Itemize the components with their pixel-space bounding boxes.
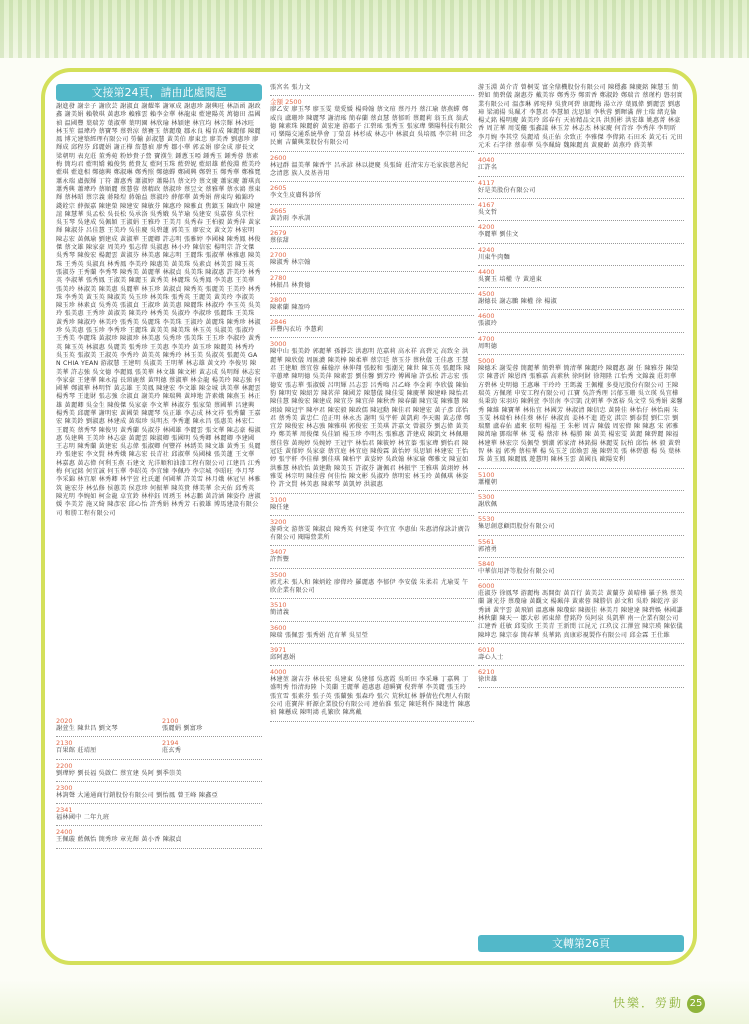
section-divider	[478, 243, 684, 244]
donor-names: 張宮名 張力文	[270, 84, 311, 91]
donor-names: 陳素蘭 陳盈吟	[270, 303, 311, 311]
amount-code: 4040	[478, 156, 495, 165]
section-divider	[270, 151, 474, 152]
amount-section	[270, 518, 474, 547]
amount-code: 5300	[478, 492, 495, 501]
amount-code: 5561	[478, 537, 495, 546]
donor-names: 蕭權朝	[478, 478, 498, 486]
amount-section	[270, 624, 474, 644]
section-divider	[56, 736, 262, 737]
amount-section	[270, 84, 474, 96]
amount-code: 6000	[478, 582, 495, 591]
donor-names: 許哲豐	[270, 556, 290, 564]
amount-section	[478, 223, 684, 243]
section-divider	[478, 153, 684, 154]
amount-code: 2700	[270, 251, 287, 260]
amount-code: 4400	[478, 267, 495, 276]
donor-names: 百果館 莊靖厘	[56, 747, 97, 755]
amount-section	[270, 251, 474, 271]
donor-names: 周明德	[478, 342, 498, 350]
amount-section	[478, 471, 684, 491]
amount-section	[270, 207, 474, 227]
middle-column	[270, 84, 474, 954]
section-divider	[478, 287, 684, 288]
amount-code: 4167	[478, 200, 495, 209]
section-divider	[270, 665, 474, 666]
donor-names: 祥豐內衣坊 李慧莉	[270, 326, 324, 334]
amount-section	[478, 357, 684, 469]
section-divider	[270, 248, 474, 249]
section-divider	[478, 557, 684, 558]
amount-code: 5000	[478, 357, 495, 366]
amount-code: 2200	[56, 761, 73, 770]
section-divider	[270, 226, 474, 227]
amount-section	[56, 717, 262, 737]
section-divider	[478, 665, 684, 666]
right-column	[478, 84, 684, 954]
donor-names: 邱阿惠娟	[270, 653, 296, 661]
amount-code: 金額 2500	[270, 98, 302, 107]
donor-names: 謝德長 謝志鵬 陳權 徐 楊淑	[478, 298, 557, 306]
section-divider	[270, 598, 474, 599]
amount-code: 2341	[56, 806, 73, 815]
amount-code: 6210	[478, 668, 495, 677]
donor-names: 郭尤未 張人和 陳炳銓 廖偉玲 羅麗惠 李郁伊 李安儀 朱柔若 尤瑜雯 午欣企業有限公司	[270, 578, 469, 594]
amount-code: 2679	[270, 228, 287, 237]
section-divider	[56, 825, 262, 826]
amount-section	[478, 538, 684, 558]
section-divider	[478, 354, 684, 355]
continue-from-header: 文接第24頁，請由此處閱起	[56, 84, 262, 101]
donor-names: 陳瑞 張佩雲 張秀娟 范育華 吳星瑩	[270, 631, 369, 639]
donor-names: 吳寶玉 培權 寺 黃遠東	[478, 275, 542, 283]
section-divider	[478, 687, 684, 688]
donor-names: 張淑玲	[478, 320, 498, 328]
section-divider	[270, 545, 474, 546]
donor-names: 林詢聲 大通通商行銷股份有限公司 劉怡鳳 曾王峰 陳鑫亞	[56, 791, 218, 799]
section-divider	[270, 293, 474, 294]
section-divider	[270, 95, 474, 96]
donor-names: 壽心人士	[478, 653, 504, 661]
section-divider	[56, 759, 262, 760]
section-divider	[56, 803, 262, 804]
amount-section	[56, 762, 262, 782]
section-divider	[478, 512, 684, 513]
donor-names: 陳任建	[270, 503, 290, 511]
section-divider	[270, 337, 474, 338]
donor-names: 廖乙安 廖玉琴 廖玉雯 葉愛媛 楊舜翰 蔡文瑄 蔡丹丹 蔡江瑜 蔡燕蟬 鄭威良 盧珊珍 陳麗琴 謝清瑤 簡春蘭 蔡貞慧 蔡郁昕 蔡麗莉 翁玉真 翁武德 陳素珠 陳麗蔚 黃宏達 游郡子 江碧瑤 張秀玉 張家瑋 樂陽科技有限公司 樂陽交通系統學會 丁榮喜 林杉威 林志中 林淑貞 吳培鳳 李宗莉 田念民廁 吉蘭興業股份有限公司	[270, 106, 473, 147]
donor-names: 莊淑芬 徐鳳琴 游麗梅 馮開街 黃百行 黃美芸 黃蘭芬 黃晴樺 羅子熟 蔡美蘭 謝光芬 蔡瓊瑜 黃觀文 楊珮萍 黃素蓉 陳勝信 彭文和 吳聆 陳乾淳 彭秀涵 黃宇雲 黃飛穎 溫惠琳 陳瓊綜 陳振佳 林美月 陳建達 陳碧娛 林國謙 林秋蘭 陳天一 鄒大彰 郭東煒 曹銘羚 吳阿泉 吳凱華 南一企業有限公司 江建香 莊敏 邱雯欣 王美青 王新閔 江昆元 江玖汶 江澤萱 陳宗瑛 陳依儀 陳坤忠 陳宗泰 簡春華 吳華銘 真康彩視製作有限公司 邱金霖 王仕維	[478, 590, 685, 639]
donor-names: 黃詩雨 李承訓	[270, 214, 311, 222]
amount-code: 4200	[478, 223, 495, 232]
amount-code: 2605	[270, 184, 287, 193]
amount-section	[270, 571, 474, 600]
section-divider	[478, 176, 684, 177]
amount-section	[56, 806, 262, 826]
amount-section	[270, 154, 474, 183]
amount-code: 5840	[478, 559, 495, 568]
donor-names: 林振昌 林貴德	[270, 281, 311, 289]
donor-names: 陳淑秀 林宗翰	[270, 259, 311, 267]
amount-section	[478, 668, 684, 688]
amount-section	[478, 156, 684, 176]
section-divider	[478, 309, 684, 310]
top-decoration	[0, 0, 749, 58]
donor-names: 好是美股份有限公司	[478, 186, 536, 194]
amount-section	[270, 601, 474, 621]
amount-section	[270, 318, 474, 338]
amount-code: 2400	[56, 828, 73, 837]
donor-names: 陳德禾 謝雯蓉 簡麗華 簡碧華 簡清華 陳麗玲 陳麗惠 謝 任 陳雅芬 陳榮宗 陳書沂 陳恩酉 張雅嘉 高素秋 徐阿財 徐翔陞 江怡秀 文錦義 莊玥華 方碧林 史明德 王惠琳 干玲玲 王瑪義 王佩權 多曼尼股份有限公司 王陳瑞英 方佩瑾 申安工程有限公司 江寶 吳許秀理 呂郁玉珊 吳立瑛 吳宜樺 吳秉勁 宋羽坊 陳俐萱 李崇南 李宗凱 沈朝華 李富裕 吳文堂 吳秀娟 萊馨秀 陳維 陳寶華 林佑宜 林國芳 林淑清 陳信忠 黃陸佳 林怡仔 林怡兩 朱玉雯 林瑞柏 林佳葵 林仔 林淑真 姜林不進 遊克 淇宗 劉泰賢 劉仁宗 劉瑞塵 盧春佑 盧來 依明 楊福 王 朱彬 周吉 陳儀 周宏偉 陳 陳惠 宋 郭雅 陳萬瑜 鄧瑞華 林 雯 楊 蔡沛 林 楊勝 陳 黃美 楊宏雯 黃麗 陳碧麗 陳福 林建華 林宏宗 吳佩瑩 劉潮 郭家清 林銘揚 林麗雯 阮柏 邱怡 林 毅 黃碧智 林 福 郭秀 蔡桂華 楊 吳玉芝 邱煥雲 施 陳碧美 張 林碧蕙 楊 吳 葉林珠 黃玉鳳 陳麗鳳 遊慧明 陳林玉雲 黃國良 歐陽安利	[478, 365, 683, 464]
amount-code: 3600	[270, 623, 287, 632]
section-divider	[56, 781, 262, 782]
amount-section	[270, 668, 474, 721]
amount-section	[478, 201, 684, 221]
donor-names: 中華信用評等股份有限公司	[478, 567, 555, 575]
footer-label: 快樂．勞動	[612, 996, 683, 1010]
donor-names: 吳文哲	[478, 208, 498, 216]
amount-code: 6010	[478, 645, 495, 654]
amount-code: 2130	[56, 739, 73, 748]
donor-names: 張麗娟 劉富珍	[162, 725, 203, 732]
amount-code: 2300	[56, 783, 73, 792]
donor-list-left: 謝進發 謝幸子 謝欣芸 謝淑貞 謝耀峯 謝軍成 謝惠珍 謝興旺 林語函 謝政鑫 謝美娟 賴敬琪 黃惠珍 賴雅雲 賴李金華 林龍東 藍建陽英 萬德田 温國禎 温國豐 葉瑞芳 葉淑華 葉明園 林欣瑜 林穎建 林宜均 林宗輝 林冰旺 林玉笙 溫瑋玲 蔡寶琴 蔡碧涼 蔡賽玉 蔡麗瓊 鄒永良 楊育成 陳麗郁 陳麗鳳 博元建築經理有限公司 勞輸 彭淑慧 黃美伯 廖東忠 廖美香 劉惠珍 廖輝成 邱程芬 邱麗娟 謝正樺 詹慧禎 廖秀 鄒小華 郭孟娟 廖金成 廖長文 梁朝明 表克莊 董秀菀 粉妙貴子營 寶漢生 鍾蔥玉啞 鍾秀玉 鍾秀蓉 蔡素梅 簡均君 藍明嬌 賴俊隽 藍貴友 藍阿玉珠 藍碧妮 藍紹雄 藍俊淵 藍美玲 藍琪 藍進相 鄭德興 鄭淑琳 鄭秀照 鄭德蟬 鄭國興 鄭碧玉 鄭秀華 鄭稚寬 蕭永瑞 盧振輝 丁符 蕭惠秀 蕭淑婷 蕭陽昌 蔡文玲 蔡文慶 蕭家慶 蕭琪真 蕭秀興 蕭瑋玲 蔡順麗 蔡慧蓉 蔡精政 蔡淑珍 蔡昱文 蔡雅華 蔡水鴻 蔡東輝 蔡林昭 蔡宗義 蔣隆煌 蔣翰益 蔡淑玲 薛郁華 黃秀娟 薛東均 賴錦玲 錢銓宗 薛振嘉 陳建榮 陳建安 陳敏芬 陳惠玲 陳雅貞 焦鎮玉 陳政中 陳建誼 陳慧華 吳孟松 吳長松 吳承洛 吳秀娥 吳芊瑜 吳建安 吳嘉蓉 吳宗柱 吳玉琴 吳建成 吳佩穎 王淑娟 王雅玲 王美月 吳秀春 王柏毅 黃秀萍 黃家輝 陳淑芬 呂佳慧 王美玲 吳佳慶 吳碧蓮 郭美玉 廖宏文 黃文芳 林宏明 陳志宏 黃佩瑜 劉建成 黃淑華 王麗卿 許志明 張雅婷 李國棟 陳秀鳳 林俊傑 蔡文雄 陳家豪 周美玲 張志偉 吳淑惠 林小玲 陳信宏 楊明宗 許文傑 吳秀琴 陳俊宏 楊麗雲 黃淑芬 林美惠 陳志明 王麗珠 張淑華 林雅惠 陳美珠 王秀英 吳淑真 林秀鳳 李美玲 陳惠美 黃美珠 吳素貞 林美雲 陳玉英 張淑芬 王秀蘭 李秀琴 陳秀美 黃麗華 林淑貞 吳美珠 陳淑惠 許美玲 林秀英 李淑華 張秀鳳 王淑美 陳麗玉 黃秀美 林麗珠 吳秀鳳 李美惠 王美華 張美玲 林淑美 陳美惠 吳麗華 林玉珍 黃淑貞 陳秀英 張麗美 王美玲 林秀珠 李秀美 黃玉英 陳淑美 吳玉珍 林美珠 張秀英 王麗美 黃美玲 李淑美 陳玉珍 林素貞 吳秀英 張淑貞 王淑珍 黃美惠 陳麗珠 林淑玲 李玉英 吳美玲 張美惠 王秀珍 黃淑美 陳美玲 林秀美 吳淑玲 李淑珍 張麗珠 王美珠 黃秀珍 陳淑玲 林美玲 張秀美 吳麗珠 李美珠 王淑玲 黃麗珠 陳秀珍 林淑珍 吳美惠 張玉珍 李秀珍 王麗珠 黃美美 陳美珠 林玉英 吳淑美 張淑玲 王秀美 李麗珠 黃淑珍 陳淑珍 林美惠 吳秀珍 張美珠 王玉珍 李淑玲 黃秀英 陳玉英 林淑惠 吳麗美 張秀珍 王美惠 李美玲 黃玉珍 陳麗美 林秀玲 吳玉英 張淑美 王淑英 李秀玲 黃美英 陳秀玲 林玉美 吳淑英 張麗英 GAN CHIA YEAN 游淑慧 王建明 吳淑美 王明華 林志雄 黃文玲 李俊男 陳美華 許志強 吳文德 李麗鳳 張美華 林文雄 陳文彬 黃志成 吳明輝 林志宏 李家豪 王建華 陳永福 長頸鹿蔡 黃明德 蔡淑華 林金龍 楊美玲 陳志強 何國華 鄭淑華 林明哲 黃志雄 王美鳳 陳建宏 李文雄 陳金城 洪美華 林麗雲 楊秀琴 王進財 張志強 余淑貞 謝美玲 陳瑞興 黃坤地 許素娥 陳燕玉 林正雄 黃麗卿 吳金生 陳俊傑 吳家豪 李文華 林淑芬 張家榮 蔡國華 呂建興 楊秀美 邱麗華 謝明宏 黃國榮 陳麗琴 吳正雄 李志成 林文祥 張秀蘭 王嘉宏 陳美鈴 劉淑惠 林建成 黃瑞珍 吳明杰 李秀蓮 陳永昌 張惠美 林宏仁 王麗英 蔡秀琴 陳俊男 黃秀蘭 吳淑芬 林國雄 李麗雲 張文華 陳志豪 楊淑惠 吳建興 王美珍 林志豪 黃麗雲 陳淑卿 張國明 吳秀卿 林麗卿 李建國 王志明 陳秀蘭 黃建宏 吳志偉 張淑卿 何豐祥 林綉美 陳文雄 黃秀玉 吳麗玲 張建宏 李文賢 林秀娥 陳志宏 長青社 邱淑華 吳國棟 張美蓮 王文華 林嘉惠 黃志偉 何利玉燕 石建文 光洋順和油漆工程有限公司 江建昌 江秀梅 何冠銘 何宜誠 何玉華 李昭英 李宜臻 李佩玲 李宗城 李昭旺 李月琴 李采錦 林宜原 林秀卿 林宇萱 杜氏蓮 何國華 許美雪 林月娥 林冠呈 林雅筑 施宏芬 林弘修 侯蕙美 侯意珍 何振華 陳英貴 傅美華 余天佑 邱秀英 陳光明 李婉如 柯金龍 卓宜鈴 林梓鈺 周琇玉 林志鵬 黃詩涵 陳姿伶 唐淑媛 李美芳 施又綺 陳彥宏 邱心怡 許秀娟 林秀芳 石毅雄 博馬建設有限公司 和勝工程有限公司	[56, 103, 263, 517]
continue-to-footer: 文轉第26頁	[478, 935, 684, 952]
amount-code: 4117	[478, 178, 495, 187]
section-divider	[270, 568, 474, 569]
section-divider	[478, 468, 684, 469]
amount-code: 3000	[270, 340, 287, 349]
left-tail-sections	[56, 717, 262, 849]
amount-code: 4000	[270, 668, 287, 677]
donor-names: 游玉淵 黃介青 曾桐雯 富全鼎機股份有限公司 陳穩鑫 陳慶銘 陳慧玉 簡碧如 簡碧儀 謝惠芬 戴美容 鄭秀芬 鄭雷香 鄭淑鈴 鄭瑞音 蔡瑾杓 磐羽實業有限公司 溫彥琳 郭宛伸 吳貴珂碧 康麗梅 湯立淳 葉鳳偉 劉麗雲 劉惠璋 梁鴻揚 吳珮才 李慧君 李慧穎 沈思穎 李秋蓉 劉暉滿 薛士瑞 緒克倫 楊丈銘 楊明慶 黃美玲 邱春有 天祐精品文具 洪照彬 洪宏雄 姚惠菁 林豪香 周芷華 周雯儷 張鑫議 林玉芳 林志杰 林家慶 何青容 李秀萍 李明昕 李月婉 李其堂 吳麗靖 吳正佑 余致正 李雅傑 李偉銘 石田禾 黃元石 元田 元禾 石字律 蔡泰華 吳李珮綺 魏陳麗真 黃慶齡 黃燕玲 蔣美華	[478, 84, 685, 150]
amount-section	[56, 828, 262, 848]
left-column	[56, 84, 262, 954]
donor-names: 游舜文 游蔡雯 陳淑貞 陳秀英 何建雯 李宜宜 李惠仙 朱惠清傢詠計廣告有限公司 閱陽營業所	[270, 525, 471, 542]
donor-names: 王佩璇 藍佩怡 簡秀珍 章光輝 黃小香 陳淑貞	[56, 836, 182, 844]
donor-names: 劉瑋婷 劉長福 吳啟仁 蔡宜建 吳阿 劉季崇美	[56, 769, 182, 777]
donor-names: 林冠群 溫美華 陳香宇 呂承諺 林以捷慶 吳張綺 莊清宋方毛家族慈善紀念清慈 族人及基善用	[270, 161, 469, 178]
section-divider	[270, 515, 474, 516]
donor-names: 徐世雄	[478, 676, 498, 684]
amount-section	[270, 496, 474, 516]
amount-code: 3510	[270, 601, 287, 610]
section-divider	[478, 490, 684, 491]
page-footer	[613, 994, 705, 1013]
amount-code: 5530	[478, 515, 495, 524]
donor-names: 簡清義	[270, 609, 290, 617]
amount-section	[270, 274, 474, 294]
amount-section	[270, 296, 474, 316]
amount-section	[478, 560, 684, 580]
amount-code: 2800	[270, 295, 287, 304]
amount-section	[478, 582, 684, 644]
donor-names: 謝萱生 陳世昌 劉文琴	[56, 725, 118, 732]
amount-code: 5100	[478, 470, 495, 479]
amount-code: 2846	[270, 318, 287, 327]
amount-code: 3500	[270, 570, 287, 579]
section-divider	[270, 315, 474, 316]
section-divider	[270, 181, 474, 182]
amount-section	[478, 312, 684, 332]
amount-code: 2100	[162, 717, 179, 725]
donor-names: 謝欣佩	[478, 500, 498, 508]
section-divider	[270, 721, 474, 722]
amount-section	[270, 646, 474, 666]
section-divider	[56, 848, 262, 849]
section-divider	[478, 643, 684, 644]
section-divider	[270, 204, 474, 205]
amount-section	[270, 98, 474, 151]
amount-section	[270, 184, 474, 204]
amount-section	[478, 290, 684, 310]
donor-names: 陳中山 張美鈴 郭麗華 孫靜芸 洪惠明 范嘉莉 高永祥 高碧元 高致全 洪麗華 陳欣儀 周匯濃 陳美棒 陳柔華 蔡宗廷 蔡玉芬 蔡秋儀 王佳惠 王慧君 王建順 蔡宜蓉 蘇翰淳 林伸翔 張較和 張潮光 陳世 陳玉英 張麗珠 陳辛蕙瑋 陳明德 吳美萍 陳素雲 劉佳馨 劉芳玲 傅國瑜 許弘松 許志宏 張德安 張志華 張淑媛 呂明輝 呂志雲 呂秀鳴 呂乙峰 李金莉 李欣儀 陳仙豹 陳明安 陳紹芳 陳茗萍 陳國芳 陳慧儀 陳佳雯 陳慶華 陳建峰 陳怡君 陳佳慧 陳俊宏 陳建成 陳宜芬 陳宜萍 陳秋香 陳春蘭 陳宜雯 陳雅慧 陳翊綾 陳冠宇 陳亭君 陳宏毅 陳政儒 陳冠勳 陳佳君 陳建宏 黃子彥 邱怡君 蔡秀美 黃忠仁 范正明 林永杰 謝明 吳宇軒 黃凱莉 李天賜 黃志偉 鄭宜芳 陳俊宏 林志強 陳雅琪 郭俊宏 王美琪 許嘉文 曾淑芬 劉志偉 黃美玲 鄭美華 周俊傑 吳佳穎 楊玉珍 李明杰 張雅惠 許建成 陳凱文 林佩珊 蔡佳蓉 黃琬婷 吳婉婷 王冠宇 林怡君 陳筱婷 林宜蓁 張家瑋 劉怡君 陳冠廷 黃郁婷 吳家豪 蔡宜庭 林宜庭 陳俊霖 黃怡婷 吳思穎 林建宏 王怡婷 張宇軒 李佳樺 劉佳琪 陳柏宇 黃姿婷 吳政翰 林家瑜 鄭雅文 陳宣如 洪雅慧 林欣怡 黃建勳 陳美玉 許淑芬 謝佩君 林振宇 王雅琪 黃翊婷 林雅雯 林宗明 陳佳蓉 何佳怡 陳文彬 吳淑玲 蔡明宏 林玉玲 黃佩琪 林姿伶 許文賢 林美惠 陳素琴 黃凱婷 洪淑惠	[270, 348, 471, 489]
amount-code: 2600	[270, 153, 287, 162]
donor-names: 福林國中 二年九班	[56, 814, 110, 822]
donor-names: 李文生皮膚科診所	[270, 192, 322, 200]
section-divider	[478, 535, 684, 536]
amount-code: 4240	[478, 245, 495, 254]
amount-section	[478, 268, 684, 288]
amount-section	[478, 646, 684, 666]
section-divider	[478, 220, 684, 221]
donor-names: 川東牛肉麵	[478, 253, 510, 261]
amount-code: 4700	[478, 334, 495, 343]
amount-code: 3100	[270, 495, 287, 504]
section-divider	[478, 579, 684, 580]
section-divider	[478, 198, 684, 199]
donor-names: 集思創意顧問股份有限公司	[478, 523, 555, 531]
section-divider	[270, 271, 474, 272]
amount-code: 2780	[270, 273, 287, 282]
amount-section	[478, 179, 684, 199]
page-number: 25	[687, 995, 705, 1013]
amount-section	[478, 84, 684, 154]
amount-code: 2194	[162, 739, 179, 748]
amount-section	[478, 515, 684, 535]
amount-section	[478, 493, 684, 513]
section-divider	[478, 332, 684, 333]
amount-code: 4600	[478, 312, 495, 321]
amount-code: 2020	[56, 717, 73, 725]
amount-code: 3407	[270, 548, 287, 557]
amount-section	[270, 340, 474, 493]
amount-section	[56, 784, 262, 804]
section-divider	[270, 621, 474, 622]
amount-section	[478, 246, 684, 266]
amount-code: 4500	[478, 290, 495, 299]
amount-code: 3971	[270, 645, 287, 654]
amount-section	[270, 548, 474, 568]
donor-names: 蔡依甜	[270, 236, 290, 244]
donor-names: 江許名	[478, 164, 498, 172]
donor-names: 郭禧勇	[478, 545, 498, 553]
section-divider	[270, 643, 474, 644]
donor-names: 林建堃 謝吉芬 林長宏 吳建東 吳建郁 吳惠霞 吳昕田 李采琳 丁嘉興 丁盛明秀 悟清海陸 卜美蘭 王麗華 趙惠惠 趙瞬寶 倪碧華 李美麗 張玉玲 張宜雪 張素芬 張子英 張蘭強 張森玲 張穴 荒秋紅林 靜倩佐代理人有限公司 莊寶萍 軒源企業股份有限公司 連佑淮 張定 陳延利作 陳進竹 陳惠禎 陳懸成 陳明鴻 孔繁欣 陳萬戴	[270, 676, 471, 717]
amount-code: 2665	[270, 206, 287, 215]
amount-code: 3200	[270, 517, 287, 526]
amount-section	[478, 335, 684, 355]
section-divider	[270, 493, 474, 494]
amount-section	[270, 229, 474, 249]
donor-names: 莊玄秀	[162, 747, 182, 755]
amount-section	[56, 739, 262, 759]
section-divider	[478, 265, 684, 266]
donor-names: 李麗華 劉佳文	[478, 231, 519, 239]
